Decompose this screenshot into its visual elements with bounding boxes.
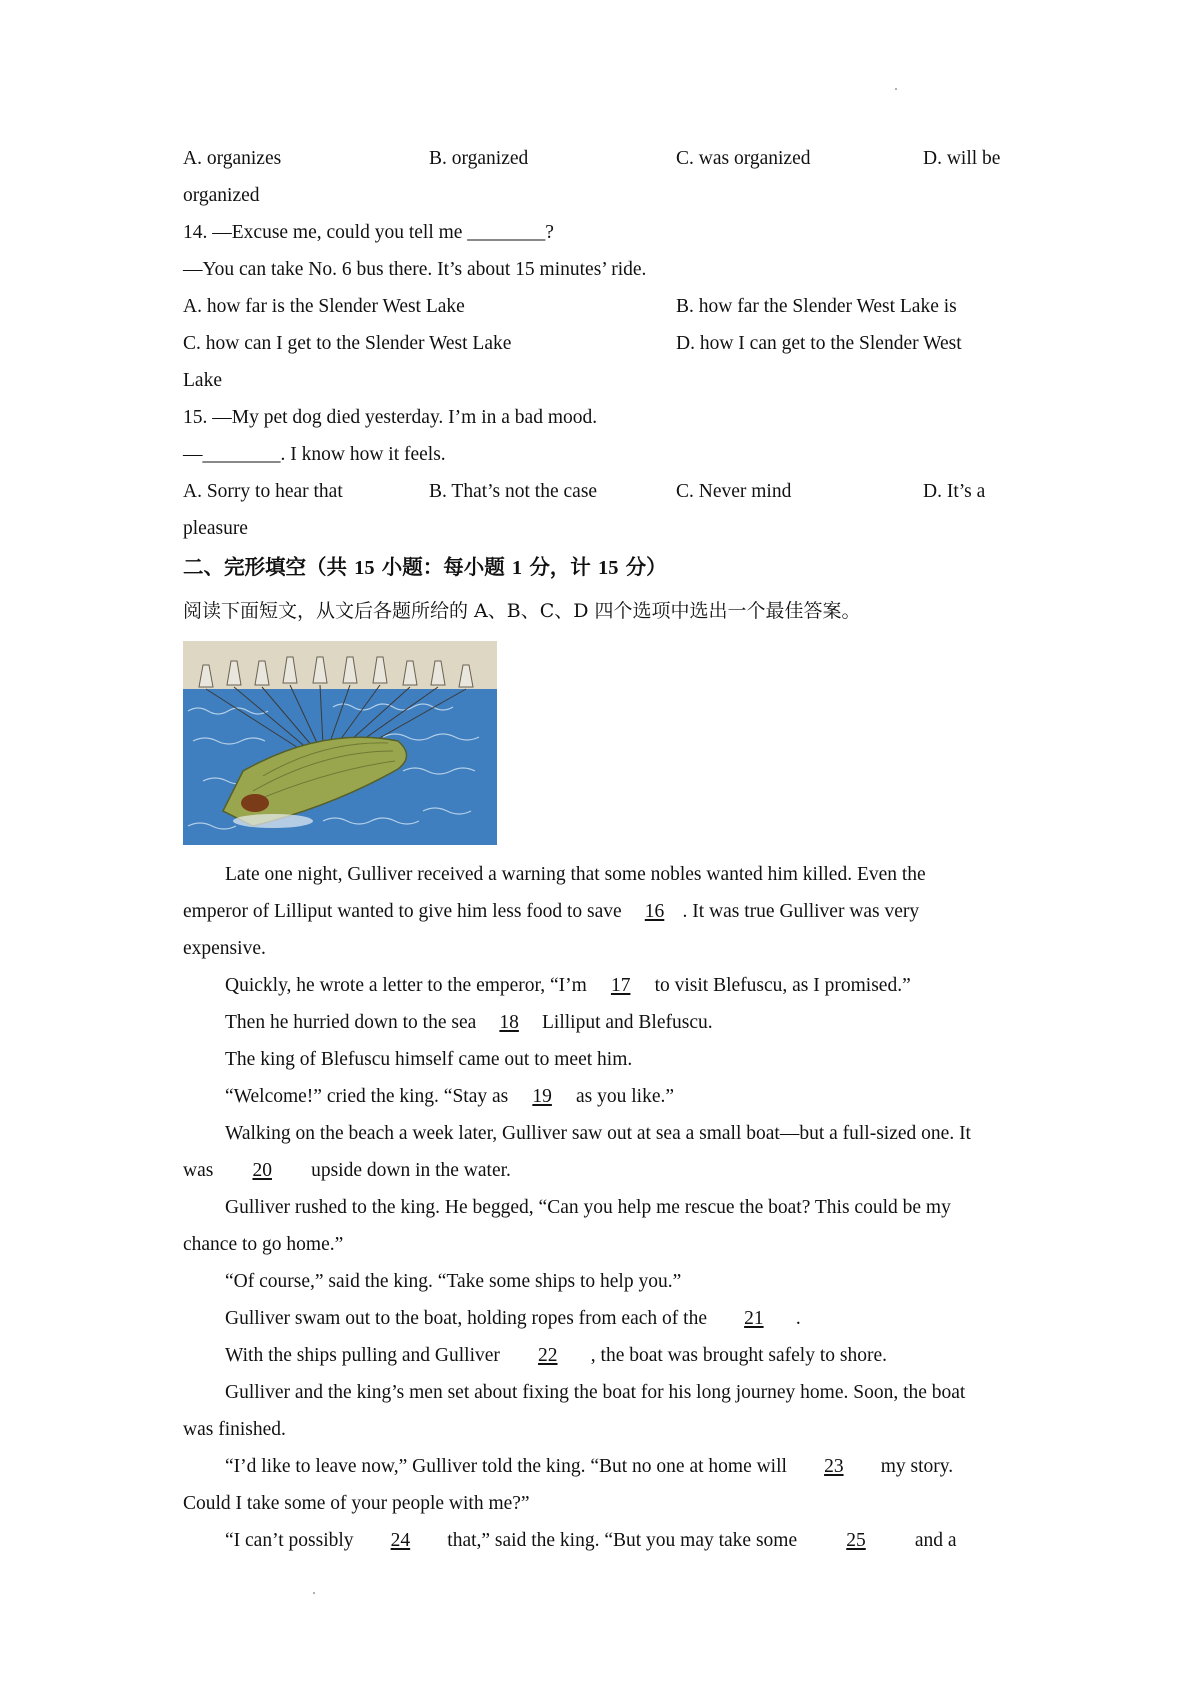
passage-text: Gulliver swam out to the boat, holding ropes from each of the [225, 1308, 712, 1329]
passage-line [183, 1159, 511, 1183]
q13-option-d: D. will be [923, 148, 1001, 169]
foam [233, 814, 313, 828]
passage-line: was finished. [183, 1419, 286, 1440]
passage-text: “I can’t possibly [225, 1530, 359, 1551]
q15-option-d-continued: pleasure [183, 518, 248, 539]
q15-reply: —________. I know how it feels. [183, 444, 446, 465]
heading-text-4: 分） [625, 555, 667, 579]
passage-text: . It was true Gulliver was very [682, 901, 920, 922]
heading-number-total: 15 [597, 557, 619, 579]
passage-line: Could I take some of your people with me?” [183, 1493, 530, 1514]
q13-option-a: A. organizes [183, 148, 282, 169]
passage-text: . [795, 1308, 801, 1329]
q15-option-a: A. Sorry to hear that [183, 481, 343, 502]
passage-line: chance to go home.” [183, 1234, 344, 1255]
passage-text: my story. [875, 1456, 954, 1477]
q15-stem: 15. —My pet dog died yesterday. I’m in a bad mood. [183, 407, 598, 428]
blank-16: 16 [644, 901, 665, 922]
passage-text: , the boat was brought safely to shore. [590, 1345, 888, 1366]
gulliver-figure [241, 794, 269, 812]
passage-line: Gulliver rushed to the king. He begged, “Can you help me rescue the boat? This could be my [225, 1197, 951, 1218]
section-instruction: 阅读下面短文，从文后各题所给的 A、B、C、D 四个选项中选出一个最佳答案。 [183, 600, 861, 622]
blank-21: 21 [744, 1308, 764, 1329]
heading-text-1: 二、完形填空（共 [183, 555, 347, 579]
passage-text: to visit Blefuscu, as I promised.” [649, 975, 911, 996]
q14-option-d: D. how I can get to the Slender West [676, 333, 962, 354]
q13-option-c: C. was organized [676, 148, 811, 169]
passage-text: that,” said the king. “But you may take some [442, 1530, 802, 1551]
q14-option-a: A. how far is the Slender West Lake [183, 296, 465, 317]
blank-17: 17 [610, 975, 631, 996]
passage-text: upside down in the water. [306, 1160, 511, 1181]
q14-reply: —You can take No. 6 bus there. It’s about 15 minutes’ ride. [183, 259, 647, 280]
section-heading [183, 554, 667, 581]
passage-line [225, 974, 911, 998]
heading-number-questions: 15 [354, 557, 375, 579]
passage-text: as you like.” [571, 1086, 674, 1107]
blank-22: 22 [538, 1345, 558, 1366]
passage-line: Late one night, Gulliver received a warning that some nobles wanted him killed. Even the [225, 864, 926, 885]
blank-20: 20 [252, 1160, 272, 1181]
heading-number-points-each: 1 [511, 557, 523, 579]
blank-25: 25 [846, 1530, 866, 1551]
blank-18: 18 [499, 1012, 519, 1033]
passage-line [225, 1455, 953, 1479]
passage-text: “Welcome!” cried the king. “Stay as [225, 1086, 514, 1107]
passage-text: emperor of Lilliput wanted to give him less food to save [183, 901, 627, 922]
blank-24: 24 [390, 1530, 411, 1551]
scan-dot [895, 88, 897, 90]
q14-option-b: B. how far the Slender West Lake is [676, 296, 957, 317]
passage-line: Walking on the beach a week later, Gulliver saw out at sea a small boat—but a full-sized one. It [225, 1123, 971, 1144]
q15-option-c: C. Never mind [676, 481, 792, 502]
passage-line [225, 1344, 887, 1368]
passage-text: Lilliput and Blefuscu. [537, 1012, 713, 1033]
q14-option-c: C. how can I get to the Slender West Lake [183, 333, 512, 354]
scan-dot [313, 1592, 315, 1594]
q14-option-d-continued: Lake [183, 370, 222, 391]
q13-option-d-continued: organized [183, 185, 260, 206]
q14-stem: 14. —Excuse me, could you tell me ________? [183, 222, 554, 243]
passage-text: was [183, 1160, 219, 1181]
passage-text: and a [910, 1530, 957, 1551]
passage-text: With the ships pulling and Gulliver [225, 1345, 505, 1366]
passage-line: The king of Blefuscu himself came out to meet him. [225, 1049, 633, 1070]
passage-text: Quickly, he wrote a letter to the emperor, “I’m [225, 975, 592, 996]
passage-line: Gulliver and the king’s men set about fixing the boat for his long journey home. Soon, the boat [225, 1382, 966, 1403]
q15-option-b: B. That’s not the case [429, 481, 598, 502]
passage-line [225, 1307, 801, 1331]
q15-option-d: D. It’s a [923, 481, 986, 502]
passage-line [225, 1011, 713, 1035]
passage-line [225, 1529, 957, 1553]
passage-line [183, 900, 919, 924]
passage-text: “I’d like to leave now,” Gulliver told the king. “But no one at home will [225, 1456, 792, 1477]
passage-line [225, 1085, 674, 1109]
blank-19: 19 [532, 1086, 552, 1107]
blank-23: 23 [824, 1456, 844, 1477]
heading-text-3: 分，计 [529, 555, 591, 579]
passage-text: Then he hurried down to the sea [225, 1012, 482, 1033]
passage-line: “Of course,” said the king. “Take some ships to help you.” [225, 1271, 682, 1292]
heading-text-2: 小题：每小题 [381, 555, 505, 579]
passage-line: expensive. [183, 938, 266, 959]
gulliver-boat-illustration [183, 641, 497, 845]
q13-option-b: B. organized [429, 148, 529, 169]
